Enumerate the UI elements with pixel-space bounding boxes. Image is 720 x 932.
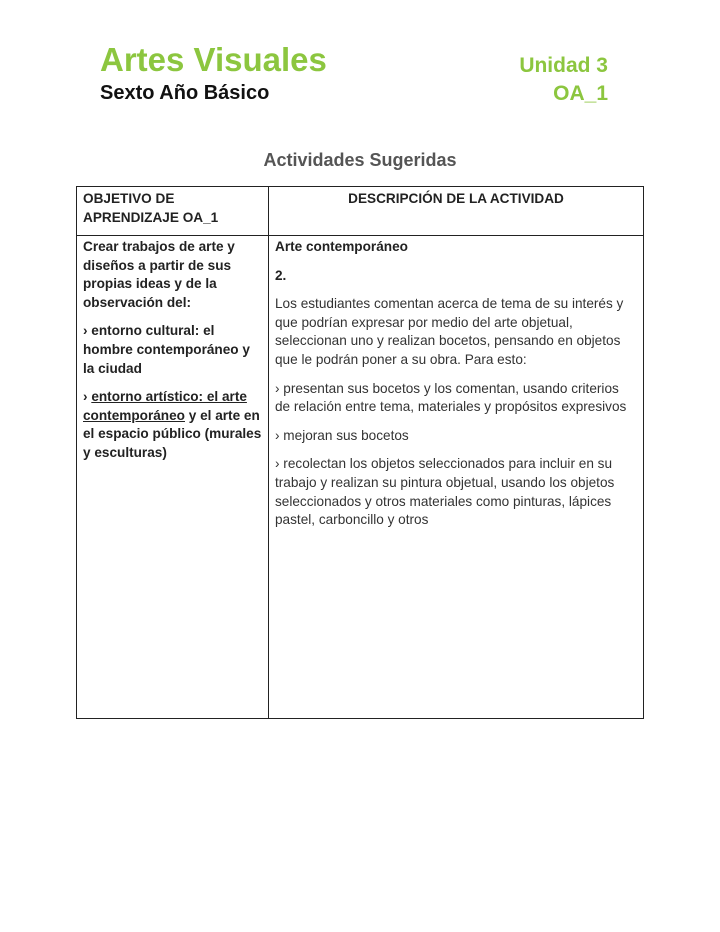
objective-intro: Crear trabajos de arte y diseños a partir de sus propias ideas y de la observación del:: [83, 239, 235, 310]
oa-label: OA_1: [553, 82, 608, 105]
subject-title: Artes Visuales: [100, 41, 327, 78]
objective-cell: [77, 236, 269, 719]
activity-step-3: › recolectan los objetos seleccionados para incluir en su trabajo y realizan su pintura objetual, usando los objetos seleccionados y otros materiales como pinturas, lápices pastel, carboncillo y otros: [275, 456, 615, 528]
table-body-row: [77, 236, 644, 719]
objective-item-artistic-prefix: ›: [83, 389, 92, 405]
header-description: DESCRIPCIÓN DE LA ACTIVIDAD: [269, 187, 644, 236]
activity-step-2: › mejoran sus bocetos: [275, 427, 409, 443]
document-header-left: [100, 40, 327, 106]
activity-cell: [269, 236, 644, 719]
activity-step-1: › presentan sus bocetos y los comentan, usando criterios de relación entre tema, materiales y propósitos expresivos: [275, 380, 627, 415]
objective-item-artistic: [83, 388, 262, 462]
unit-label: Unidad 3: [519, 54, 608, 77]
grade-title: Sexto Año Básico: [100, 82, 270, 104]
header-objective: OBJETIVO DE APRENDIZAJE OA_1: [77, 187, 269, 236]
activity-title: Arte contemporáneo: [275, 239, 408, 254]
objective-item-cultural: › entorno cultural: el hombre contemporáneo y la ciudad: [83, 323, 250, 376]
objective-item-artistic-underlined: entorno artístico: el arte contemporáneo: [83, 389, 247, 423]
section-title: Actividades Sugeridas: [263, 150, 457, 170]
document-header-right: [519, 52, 608, 108]
activity-table: [76, 186, 644, 719]
table-header-row: [77, 187, 644, 236]
objective-item-artistic-rest: y el arte en el espacio público (murales y esculturas): [83, 407, 262, 460]
activity-number: 2.: [275, 267, 287, 283]
activity-paragraph: Los estudiantes comentan acerca de tema de su interés y que podrían expresar por medio del arte objetual, seleccionan uno y realizan bocetos, pensando en objetos que le podrán poner a su obra. Para esto:: [275, 296, 624, 367]
